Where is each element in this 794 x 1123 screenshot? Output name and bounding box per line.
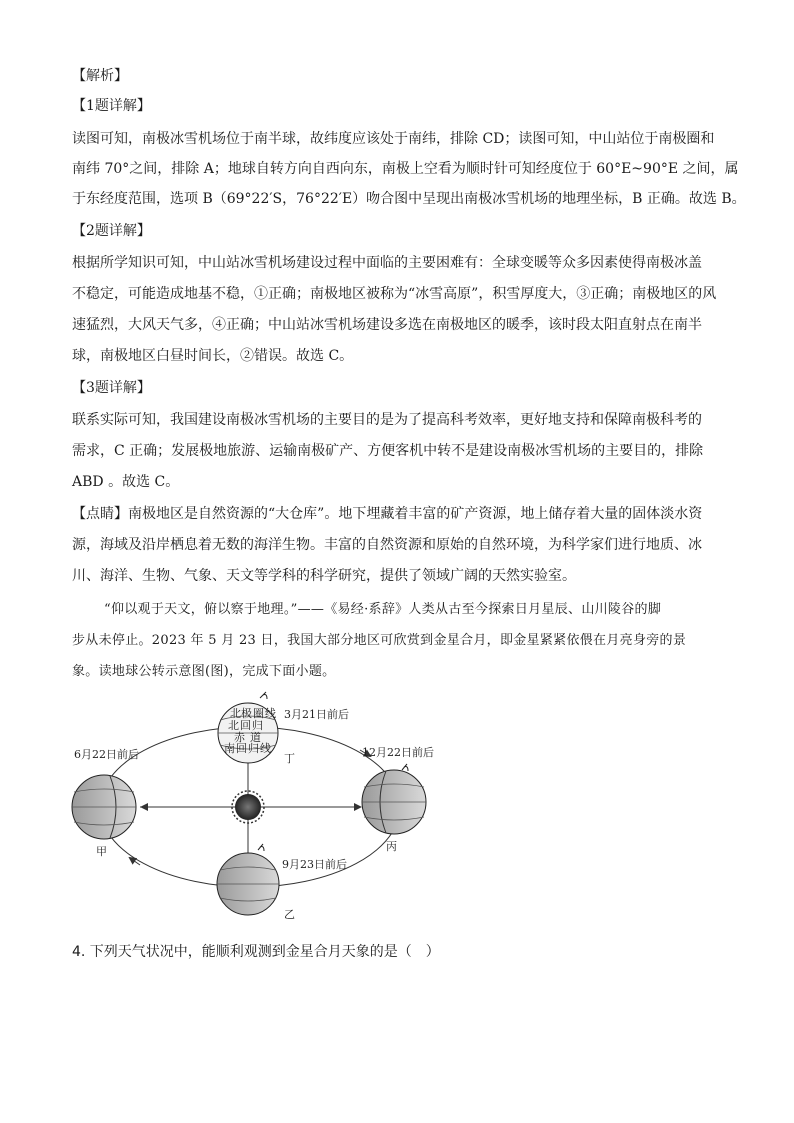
- globe-yi: [217, 844, 279, 915]
- tip-heading: 【点睛】: [72, 506, 128, 522]
- globe-char-5: 北: [228, 719, 239, 732]
- sun: [232, 791, 264, 823]
- pos-right: 丙: [386, 840, 397, 853]
- globe-char-3: 圈: [253, 707, 264, 720]
- globe-char-9: 道: [250, 731, 261, 744]
- globe-char-7: 归: [252, 719, 263, 732]
- date-top: 3月21日前后: [284, 708, 349, 721]
- tip-line-1: [72, 500, 722, 528]
- analysis-heading: 【解析】: [72, 68, 128, 84]
- globe-char-2: 极: [241, 707, 252, 720]
- q3-line-2: 需求，C 正确；发展极地旅游、运输南极矿产、方便客机中转不是建设南极冰雪机场的主要目的，排除: [72, 443, 704, 459]
- tip-line-3: 川、海洋、生物、气象、天文等学科的科学研究，提供了领域广阔的天然实验室。: [72, 568, 576, 584]
- globe-ding: [218, 692, 278, 763]
- globe-bing: [362, 764, 426, 834]
- q1-line-3: 于东经度范围，选项 B（69°22′S，76°22′E）吻合图中呈现出南极冰雪机场的地理坐标，B 正确。故选 B。: [72, 191, 746, 207]
- globe-char-4: 线: [265, 707, 276, 720]
- q1-heading: 【1题详解】: [72, 98, 151, 114]
- date-right: 12月22日前后: [362, 746, 434, 759]
- globe-jia: [72, 775, 136, 839]
- tip-line-2: 源，海域及沿岸栖息着无数的海洋生物。丰富的自然资源和原始的自然环境，为科学家们进行地质、冰: [72, 537, 702, 553]
- date-bottom: 9月23日前后: [282, 858, 347, 871]
- intro-line-2: 步从未停止。2023 年 5 月 23 日，我国大部分地区可欣赏到金星合月，即金星紧紧依偎在月亮身旁的景: [72, 633, 687, 648]
- q2-line-1: 根据所学知识可知，中山站冰雪机场建设过程中面临的主要困难有：全球变暖等众多因素使得南极冰盖: [72, 255, 702, 271]
- q1-line-1: 读图可知，南极冰雪机场位于南半球，故纬度应该处于南纬，排除 CD；读图可知，中山站位于南极圈和: [72, 131, 715, 147]
- q3-heading: 【3题详解】: [72, 380, 151, 396]
- q3-line-3: ABD 。故选 C。: [72, 474, 180, 490]
- intro-line-3: 象。读地球公转示意图(图)，完成下面小题。: [72, 664, 336, 679]
- date-left: 6月22日前后: [74, 748, 139, 761]
- pos-top: 丁: [284, 752, 295, 765]
- q3-line-1: 联系实际可知，我国建设南极冰雪机场的主要目的是为了提高科考效率，更好地支持和保障南极科考的: [72, 412, 702, 428]
- orbit-arrow-bottom: [130, 858, 140, 865]
- pos-bottom: 乙: [284, 908, 295, 921]
- globe-char-11: 回: [236, 742, 247, 755]
- earth-revolution-diagram: [60, 690, 460, 925]
- q1-line-2: 南纬 70°之间，排除 A；地球自转方向自西向东，南极上空看为顺时针可知经度位于 60°E~90°E 之间，属: [72, 161, 739, 177]
- globe-char-6: 回: [240, 719, 251, 732]
- q2-line-3: 速猛烈，大风天气多，④正确；中山站冰雪机场建设多选在南极地区的暖季，该时段太阳直射点在南半: [72, 317, 702, 333]
- question-4: 4. 下列天气状况中，能顺利观测到金星合月天象的是（ ）: [72, 944, 440, 960]
- globe-char-13: 线: [260, 742, 271, 755]
- globe-char-1: 北: [230, 707, 241, 720]
- q2-heading: 【2题详解】: [72, 223, 151, 239]
- globe-char-10: 南: [224, 742, 235, 755]
- pos-left: 甲: [96, 845, 107, 858]
- globe-char-12: 归: [248, 742, 259, 755]
- intro-line-1: “仰以观于天文，俯以察于地理。”——《易经·系辞》人类从古至今探索日月星辰、山川陵谷的脚: [104, 602, 662, 617]
- q2-line-2: 不稳定，可能造成地基不稳，①正确；南极地区被称为“冰雪高原”，积雪厚度大，③正确；南极地区的风: [72, 286, 717, 302]
- globe-char-8: 赤: [234, 731, 245, 744]
- q2-line-4: 球，南极地区白昼时间长，②错误。故选 C。: [72, 348, 354, 364]
- tip-text-1: 南极地区是自然资源的“大仓库”。地下埋藏着丰富的矿产资源，地上储存着大量的固体淡水资: [128, 506, 703, 522]
